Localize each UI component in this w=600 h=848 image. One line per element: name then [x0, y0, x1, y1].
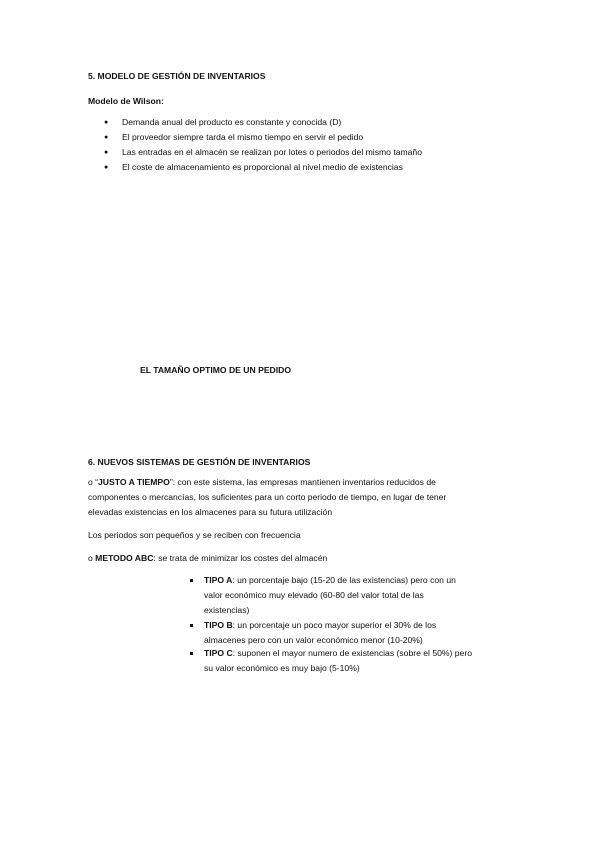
abc-term: METODO ABC [95, 553, 154, 563]
section5-bullet-4: El coste de almacenamiento es proporcional al nivel medio de existencias [122, 162, 403, 172]
jit-prefix: o “ [88, 477, 99, 487]
jit-paragraph-line-1 [88, 477, 436, 488]
type-c-line-2: su valor económico es muy bajo (5-10%) [204, 663, 360, 673]
square-bullet-icon [190, 579, 193, 582]
section5-heading: 5. MODELO DE GESTIÓN DE INVENTARIOS [88, 71, 266, 81]
type-b-line-2: almacenes pero con un valor económico menor (10-20%) [204, 635, 423, 645]
section5-subheading: Modelo de Wilson: [88, 96, 164, 106]
type-c-text-1: : suponen el mayor numero de existencias (sobre el 50%) pero [232, 648, 472, 658]
section5-bullet-2: El proveedor siempre tarda el mismo tiempo en servir el pedido [122, 132, 364, 142]
square-bullet-icon [190, 624, 193, 627]
jit-term: JUSTO A TIEMPO [98, 477, 170, 487]
type-a-text-1: : un porcentaje bajo (15-20 de las existencias) pero con un [232, 575, 456, 585]
abc-text: se trata de minimizar los costes del almacén [158, 553, 328, 563]
optimal-order-size-heading: EL TAMAÑO OPTIMO DE UN PEDIDO [140, 365, 292, 375]
section6-heading: 6. NUEVOS SISTEMAS DE GESTIÓN DE INVENTARIOS [88, 457, 311, 467]
bullet-dot-icon: ● [104, 164, 109, 171]
type-b-text-1: : un porcentaje un poco mayor superior el 30% de los [232, 620, 437, 630]
type-c-line-1 [204, 648, 472, 659]
square-bullet-icon [190, 652, 193, 655]
bullet-dot-icon: ● [104, 149, 109, 156]
bullet-dot-icon: ● [104, 134, 109, 141]
type-b-label: TIPO B [204, 620, 233, 630]
section5-bullet-1: Demanda anual del producto es constante y conocida (D) [122, 117, 342, 127]
jit-suffix: ”: [169, 477, 176, 487]
bullet-dot-icon: ● [104, 119, 109, 126]
jit-paragraph-line-2: componentes o mercancías, los suficientes para un corto periodo de tiempo, en lugar de tener [88, 492, 447, 502]
jit-paragraph-line-3: elevadas existencias en los almacenes para su futura utilización [88, 507, 333, 517]
type-c-label: TIPO C [204, 648, 233, 658]
type-a-line-1 [204, 575, 456, 586]
type-a-label: TIPO A [204, 575, 233, 585]
section5-bullet-3: Las entradas en el almacén se realizan por lotes o periodos del mismo tamaño [122, 147, 422, 157]
periods-text: Los periodos son pequeños y se reciben con frecuencia [88, 530, 301, 540]
jit-text-1: con este sistema, las empresas mantienen inventarios reducidos de [177, 477, 436, 487]
abc-suffix: : [153, 553, 156, 563]
type-b-line-1 [204, 620, 436, 631]
type-a-line-2: valor económico muy elevado (60-80 del valor total de las [204, 590, 424, 600]
type-a-line-3: existencias) [204, 605, 250, 615]
abc-paragraph [88, 553, 327, 564]
abc-prefix: o [88, 553, 96, 563]
